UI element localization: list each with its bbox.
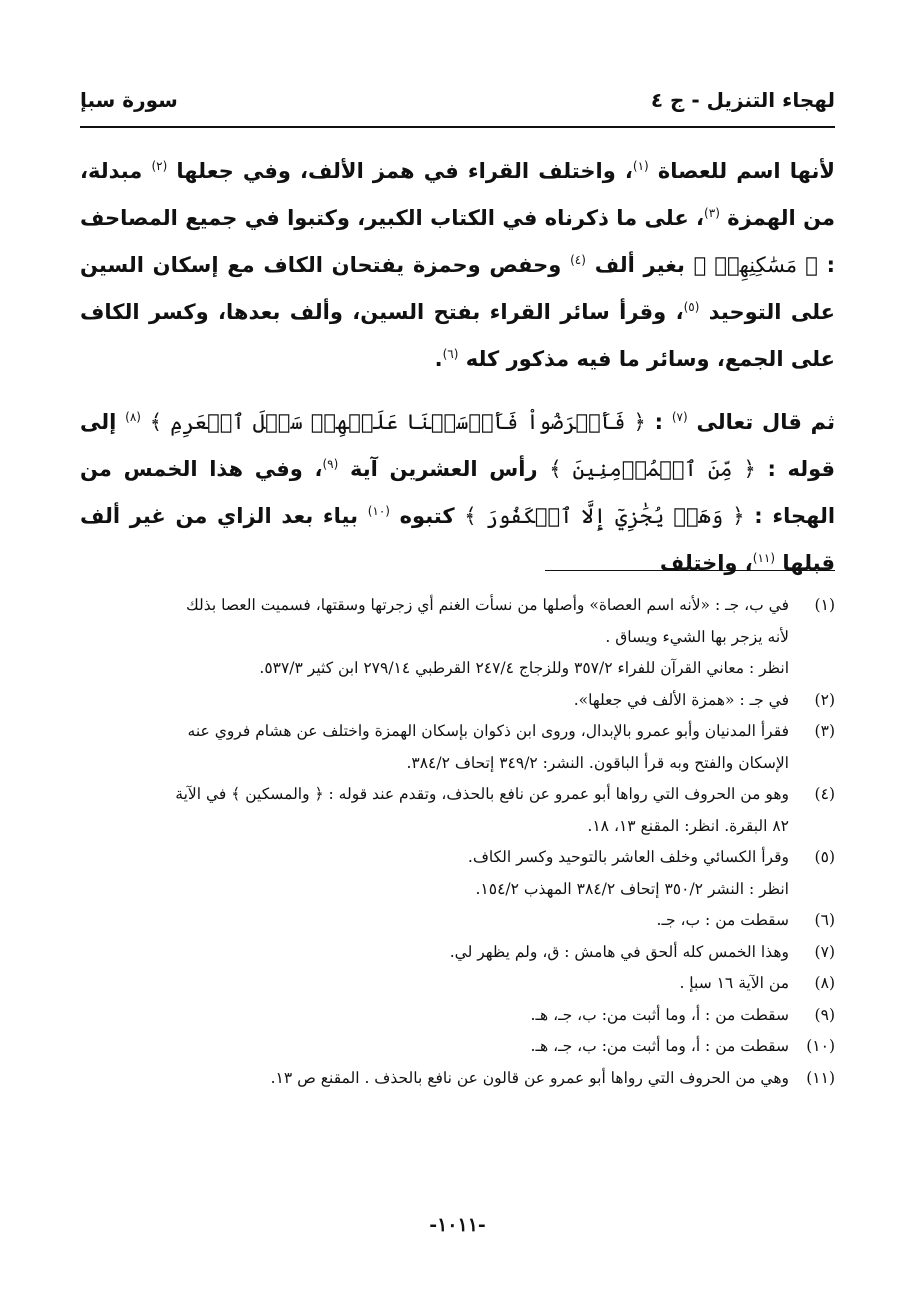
footnotes (75, 590, 835, 1094)
footnote-number: (١) (814, 596, 835, 614)
text-run: ثم قال تعالى (696, 410, 836, 434)
footnote-text (75, 590, 789, 685)
text-run: : (654, 410, 664, 434)
footnote (75, 1063, 835, 1095)
text-run: لأنها اسم للعصاة (657, 159, 835, 183)
footnote-text (75, 1063, 789, 1095)
text-run: رأس العشرين آية (349, 457, 538, 481)
footnote-line: انظر : النشر ٣٥٠/٢ إتحاف ٣٨٤/٢ المهذب ١٥٤/٢. (475, 879, 789, 898)
footnote-text (75, 685, 789, 717)
footnote-number: (٧) (814, 942, 835, 961)
footnote-line: سقطت من : أ، وما أثبت من: ب، جـ، هـ. (530, 1037, 789, 1055)
footnote-ref: (٦) (442, 347, 459, 361)
footnote-ref: (١١) (752, 551, 776, 565)
footnote (75, 1000, 835, 1032)
text-run: بغير ألف (594, 253, 685, 277)
footnote (75, 968, 835, 1000)
footnote-number: (١١) (806, 1068, 835, 1087)
text-run: ، واختلف القراء في همز الألف، وفي جعلها (176, 159, 633, 183)
footnote-text (75, 716, 789, 779)
footnote (75, 937, 835, 969)
text-run: ، واختلف (659, 551, 753, 575)
page-number: -١٠١١- (429, 1214, 486, 1236)
footnote-line: وهي من الحروف التي رواها أبو عمرو عن قالون عن نافع بالحذف . المقنع ص ١٣. (270, 1068, 789, 1087)
footnote (75, 779, 835, 842)
footnote-text (75, 1031, 789, 1063)
footnote-line: الإسكان والفتح وبه قرأ الباقون. النشر: ٣٤٩/٢ إتحاف ٣٨٤/٢. (406, 753, 789, 772)
footnote (75, 685, 835, 717)
footnote-number: (٣) (814, 722, 835, 740)
paragraph-2 (80, 399, 835, 587)
footnote-line: سقطت من : ب، جـ. (656, 911, 789, 929)
footnote-text (75, 779, 789, 842)
quran-quote: ﴿ مَسَٰكِنِهِمۡ ﴾ (693, 253, 818, 277)
text-run: بياء بعد الزاي من غير ألف قبلها (80, 504, 835, 575)
footnote (75, 716, 835, 779)
footnote-ref: (٨) (125, 410, 141, 424)
quran-quote: ﴿ وَهَلۡ يُجَٰزِيٓ إِلَّا ٱلۡكَفُورَ ﴾ (464, 504, 745, 528)
quran-quote: ﴿ فَأَعۡرَضُواْ فَأَرۡسَلۡنَا عَلَيۡهِمۡ سَيۡلَ ٱلۡعَرِمِ ﴾ (149, 410, 646, 434)
header-book-title: لهجاء التنزيل - ج ٤ (650, 88, 835, 112)
footnote-line: وهو من الحروف التي رواها أبو عمرو عن نافع بالحذف، وتقدم عند قوله : ﴿ والمسكين ﴾ في الآية (175, 785, 789, 803)
footnote-line: في جـ : «همزة الألف في جعلها». (573, 690, 789, 709)
text-run: ، وفي هذا الخمس من الهجاء : (80, 457, 836, 528)
footnote-ref: (٢) (151, 159, 168, 173)
footnote-line: ٨٢ البقرة. انظر: المقنع ١٣، ١٨. (587, 816, 789, 835)
footnote-text (75, 905, 789, 937)
footnote-ref: (٣) (704, 206, 720, 220)
footnote-line: في ب، جـ : «لأنه اسم العصاة» وأصلها من نسأت الغنم أي زجرتها وسقتها، فسميت العصا بذلك (185, 596, 789, 614)
header-surah-title: سورة سبإ (80, 88, 178, 112)
footnote-number: (٩) (814, 1005, 835, 1024)
footnote-ref: (٥) (683, 300, 700, 314)
quran-quote: ﴿ مِّنَ ٱلۡمُؤۡمِنِينَ ﴾ (549, 457, 756, 481)
footnote-line: وقرأ الكسائي وخلف العاشر بالتوحيد وكسر الكاف. (467, 848, 789, 866)
footnote-line: فقرأ المدنيان وأبو عمرو بالإبدال، وروى ابن ذكوان بإسكان الهمزة واختلف عن هشام فروي عنه (187, 722, 789, 740)
footnote-text (75, 968, 789, 1000)
footnote-text (75, 1000, 789, 1032)
footnote-text (75, 937, 789, 969)
text-run: ، وقرأ سائر القراء بفتح السين، وألف بعدها، وكسر الكاف على الجمع، وسائر ما فيه مذكور كله (80, 300, 835, 371)
footnote (75, 905, 835, 937)
footnote-ref: (٤) (570, 253, 586, 267)
footnote-number: (٦) (814, 911, 835, 929)
footnote-line: سقطت من : أ، وما أثبت من: ب، جـ، هـ. (530, 1005, 789, 1024)
footnote-number: (٥) (814, 848, 835, 866)
footnote-line: انظر : معاني القرآن للفراء ٣٥٧/٢ وللزجاج ٢٤٧/٤ القرطبي ٢٧٩/١٤ ابن كثير ٥٣٧/٣. (259, 659, 789, 677)
running-header (80, 80, 835, 120)
footnote-number: (٢) (814, 690, 835, 709)
footnote-ref: (٩) (322, 457, 339, 471)
footnote (75, 590, 835, 685)
main-text (80, 148, 835, 587)
paragraph-1 (80, 148, 835, 383)
footnote-line: من الآية ١٦ سبإ . (679, 974, 789, 992)
text-run: مبدلة، من الهمزة (80, 159, 836, 230)
footnote (75, 842, 835, 905)
text-run: ، على ما ذكرناه في الكتاب الكبير، وكتبوا في جميع المصاحف : (80, 206, 836, 277)
text-run: إلى قوله : (80, 410, 836, 481)
footnote-number: (١٠) (806, 1037, 835, 1055)
text-run: كتبوه (399, 504, 455, 528)
footnote (75, 1031, 835, 1063)
header-rule (80, 126, 835, 128)
text-run: . (434, 347, 443, 371)
footnote-line: لأنه يزجر بها الشيء ويساق . (605, 627, 789, 646)
footnote-number: (٤) (814, 785, 835, 803)
footnote-text (75, 842, 789, 905)
text-run: وحفص وحمزة يفتحان الكاف مع إسكان السين على التوحيد (80, 253, 835, 324)
footnote-separator (545, 570, 835, 571)
footnote-ref: (٧) (671, 410, 688, 424)
footnote-ref: (١٠) (367, 504, 390, 518)
footnote-ref: (١) (632, 159, 649, 173)
footnote-number: (٨) (814, 974, 835, 992)
footnote-line: وهذا الخمس كله ألحق في هامش : ق، ولم يظهر لي. (449, 942, 789, 961)
